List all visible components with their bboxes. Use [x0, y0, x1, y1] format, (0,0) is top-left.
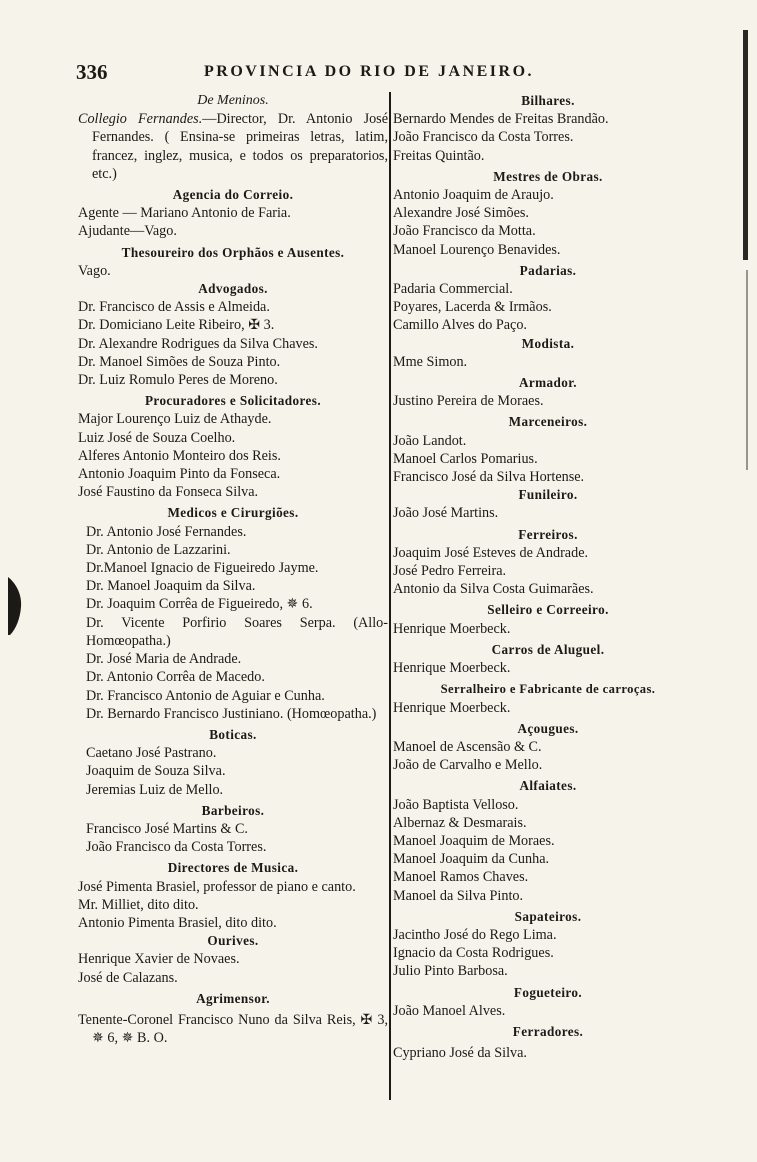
- list-item: Dr. Joaquim Corrêa de Figueiredo, ✵ 6.: [86, 596, 313, 613]
- list-item: Henrique Moerbeck.: [393, 699, 511, 716]
- list-item: Dr.Manoel Ignacio de Figueiredo Jayme.: [86, 560, 319, 577]
- list-item: Dr. José Maria de Andrade.: [86, 651, 242, 668]
- list-item: Cypriano José da Silva.: [393, 1045, 527, 1062]
- list-item: Agente — Mariano Antonio de Faria.: [78, 205, 291, 222]
- list-item: Albernaz & Desmarais.: [393, 814, 527, 831]
- column-divider: [389, 92, 391, 1100]
- section-heading: Modista.: [521, 335, 575, 351]
- list-item: Dr. Antonio Corrêa de Macedo.: [86, 669, 265, 686]
- list-item: Poyares, Lacerda & Irmãos.: [393, 299, 552, 316]
- list-item: Dr. Vicente Porfirio Soares Serpa. (Allo-Homœopatha.): [86, 614, 388, 649]
- list-item: Dr. Alexandre Rodrigues da Silva Chaves.: [78, 335, 318, 352]
- list-item: [78, 110, 388, 183]
- list-item: Manoel Lourenço Benavides.: [393, 241, 561, 258]
- section-heading: Selleiro e Correeiro.: [487, 602, 609, 618]
- section-heading: Carros de Aluguel.: [491, 641, 605, 657]
- section-heading: Advogados.: [198, 281, 268, 297]
- section-heading: Padarias.: [519, 262, 577, 278]
- list-item: Mr. Milliet, dito dito.: [78, 896, 199, 913]
- list-item: Freitas Quintão.: [393, 147, 485, 164]
- list-item: José Pedro Ferreira.: [393, 563, 507, 580]
- section-heading: Directores de Musica.: [167, 860, 299, 876]
- list-item: Major Lourenço Luiz de Athayde.: [78, 411, 272, 428]
- section-heading: Agrimensor.: [196, 990, 270, 1006]
- list-item: João de Carvalho e Mello.: [393, 757, 543, 774]
- list-item: Tenente-Coronel Francisco Nuno da Silva Reis, ✠ 3, ✵ 6, ✵ B. O.: [78, 1011, 388, 1047]
- list-item: Dr. Manoel Simões de Souza Pinto.: [78, 353, 281, 370]
- list-item: João Francisco da Costa Torres.: [393, 129, 574, 146]
- section-heading: Açougues.: [517, 720, 579, 736]
- section-heading: Serralheiro e Fabricante de carroças.: [440, 682, 656, 697]
- list-item: Antonio Pimenta Brasiel, dito dito.: [78, 914, 277, 931]
- list-item: Manoel Carlos Pomarius.: [393, 450, 538, 467]
- page-edge-shadow: [746, 270, 748, 470]
- list-item: Francisco José da Silva Hortense.: [393, 469, 585, 486]
- list-item: José Pimenta Brasiel, professor de piano e canto.: [78, 878, 356, 895]
- list-item: Henrique Moerbeck.: [393, 620, 511, 637]
- list-item: Manoel de Ascensão & C.: [393, 738, 542, 755]
- list-item: Ajudante—Vago.: [78, 223, 177, 240]
- section-heading: De Meninos.: [197, 93, 269, 108]
- list-item: Camillo Alves do Paço.: [393, 317, 527, 334]
- list-item: João José Martins.: [393, 505, 499, 522]
- list-item: Henrique Xavier de Novaes.: [78, 951, 240, 968]
- list-item: Dr. Manoel Joaquim da Silva.: [86, 578, 256, 595]
- list-item: Jacintho José do Rego Lima.: [393, 926, 557, 943]
- section-heading: Agencia do Correio.: [172, 187, 294, 203]
- list-item: Henrique Moerbeck.: [393, 660, 511, 677]
- list-item: Ignacio da Costa Rodrigues.: [393, 945, 554, 962]
- section-heading: Mestres de Obras.: [493, 168, 603, 184]
- list-item: Dr. Francisco Antonio de Aguiar e Cunha.: [86, 687, 325, 704]
- list-item: João Manoel Alves.: [393, 1002, 506, 1019]
- running-title: PROVINCIA DO RIO DE JANEIRO.: [204, 63, 535, 80]
- section-heading: Alfaiates.: [519, 778, 577, 794]
- section-heading: Ferreiros.: [518, 526, 578, 542]
- list-item: João Landot.: [393, 432, 467, 449]
- list-item: Antonio da Silva Costa Guimarães.: [393, 581, 594, 598]
- section-heading: Funileiro.: [518, 487, 578, 503]
- list-item: Antonio Joaquim de Araujo.: [393, 187, 554, 204]
- list-item: João Francisco da Motta.: [393, 223, 536, 240]
- section-heading: Thesoureiro dos Orphãos e Ausentes.: [121, 244, 345, 260]
- list-item: Manoel Ramos Chaves.: [393, 869, 529, 886]
- list-item: Manoel Joaquim de Moraes.: [393, 832, 555, 849]
- list-item: Dr. Antonio de Lazzarini.: [86, 541, 231, 558]
- page-edge-shadow: [743, 30, 748, 260]
- list-item: José Faustino da Fonseca Silva.: [78, 484, 259, 501]
- list-item: Justino Pereira de Moraes.: [393, 393, 544, 410]
- entry-text: —Director, Dr. Antonio José Fernandes. ( Ensina-se primeiras letras, latim, francez, inglez, musica, e todos os preparatorios, etc.): [92, 111, 389, 182]
- list-item: Joaquim José Esteves de Andrade.: [393, 544, 589, 561]
- list-item: Mme Simon.: [393, 353, 468, 370]
- section-heading: Marceneiros.: [508, 414, 588, 430]
- list-item: Jeremias Luiz de Mello.: [86, 781, 224, 798]
- list-item: Francisco José Martins & C.: [86, 820, 248, 837]
- section-heading: Fogueteiro.: [513, 984, 583, 1000]
- list-item: Luiz José de Souza Coelho.: [78, 429, 236, 446]
- section-heading: Medicos e Cirurgiões.: [167, 505, 299, 521]
- list-item: Dr. Luiz Romulo Peres de Moreno.: [78, 372, 278, 389]
- page-number: 336: [76, 60, 108, 84]
- list-item: Dr. Antonio José Fernandes.: [86, 523, 247, 540]
- list-item: João Francisco da Costa Torres.: [86, 839, 267, 856]
- list-item: Julio Pinto Barbosa.: [393, 963, 508, 980]
- list-item: Bernardo Mendes de Freitas Brandão.: [393, 111, 609, 128]
- section-heading: Ourives.: [207, 933, 259, 949]
- list-item: Padaria Commercial.: [393, 281, 513, 298]
- section-heading: Sapateiros.: [514, 908, 582, 924]
- binding-blot: [6, 575, 24, 637]
- section-heading: Procuradores e Solicitadores.: [144, 393, 322, 409]
- list-item: Antonio Joaquim Pinto da Fonseca.: [78, 466, 281, 483]
- list-item: Alexandre José Simões.: [393, 205, 529, 222]
- section-heading: Boticas.: [209, 726, 257, 742]
- list-item: Dr. Francisco de Assis e Almeida.: [78, 299, 270, 316]
- section-heading: Armador.: [518, 375, 578, 391]
- list-item: Dr. Domiciano Leite Ribeiro, ✠ 3.: [78, 317, 275, 334]
- list-item: Alferes Antonio Monteiro dos Reis.: [78, 447, 281, 464]
- page-header: [76, 60, 591, 88]
- entry-name: Collegio Fernandes.: [78, 111, 203, 128]
- section-heading: Barbeiros.: [201, 802, 265, 818]
- right-column: [393, 92, 703, 1062]
- list-item: Manoel Joaquim da Cunha.: [393, 851, 550, 868]
- list-item: Vago.: [78, 262, 111, 279]
- list-item: José de Calazans.: [78, 969, 178, 986]
- list-item: Joaquim de Souza Silva.: [86, 763, 226, 780]
- list-item: Caetano José Pastrano.: [86, 745, 217, 762]
- section-heading: Bilhares.: [521, 93, 575, 108]
- list-item: Manoel da Silva Pinto.: [393, 887, 524, 904]
- list-item: Dr. Bernardo Francisco Justiniano. (Homœopatha.): [86, 705, 377, 722]
- list-item: João Baptista Velloso.: [393, 796, 519, 813]
- left-column: [78, 92, 388, 1047]
- section-heading: Ferradores.: [512, 1023, 584, 1039]
